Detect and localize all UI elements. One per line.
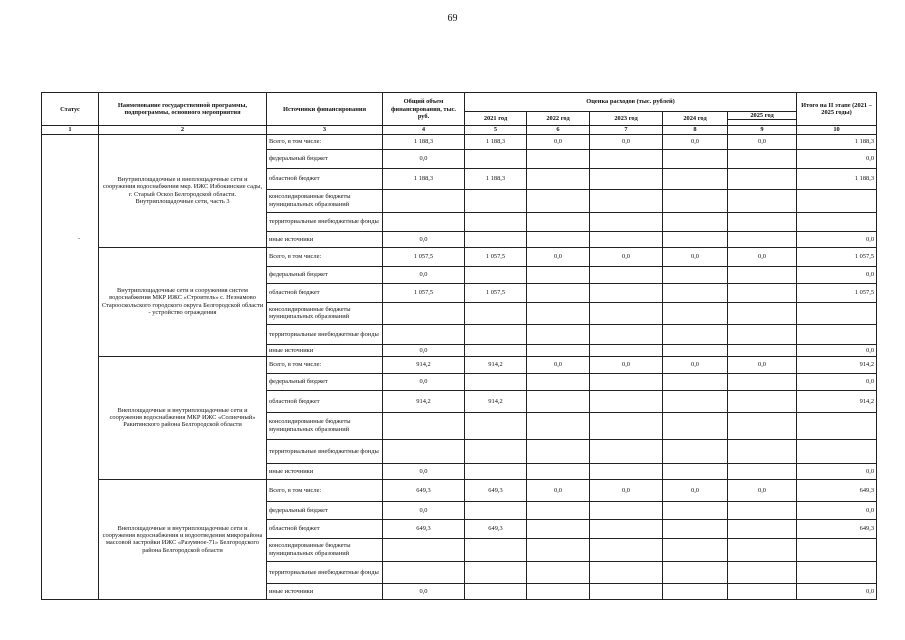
amount-cell — [797, 302, 877, 324]
amount-cell — [728, 168, 797, 189]
header-sources: Источники финансирования — [267, 93, 383, 126]
amount-cell: 0,0 — [527, 479, 590, 501]
amount-cell — [728, 324, 797, 344]
amount-cell — [465, 231, 527, 247]
amount-cell — [465, 212, 527, 231]
amount-cell — [465, 412, 527, 439]
amount-cell: 0,0 — [728, 356, 797, 373]
amount-cell — [663, 373, 728, 390]
funding-source: иные источники — [267, 344, 383, 356]
amount-cell — [383, 324, 465, 344]
amount-cell: 1 057,5 — [465, 283, 527, 302]
amount-cell: 649,3 — [383, 519, 465, 538]
header-year: 2023 год — [590, 112, 663, 126]
page-number: 69 — [447, 13, 458, 24]
amount-cell: 0,0 — [383, 266, 465, 283]
amount-cell — [797, 561, 877, 583]
funding-source: Всего, в том числе: — [267, 356, 383, 373]
header-year: 2025 год — [728, 112, 797, 120]
amount-cell — [728, 583, 797, 599]
amount-cell: 1 057,5 — [383, 247, 465, 266]
amount-cell — [663, 501, 728, 519]
amount-cell: 0,0 — [383, 463, 465, 479]
amount-cell — [728, 266, 797, 283]
amount-cell: 0,0 — [383, 373, 465, 390]
amount-cell: 0,0 — [797, 149, 877, 168]
funding-source: консолидированные бюджеты муниципальных образований — [267, 412, 383, 439]
table-row — [42, 356, 877, 373]
amount-cell: 649,3 — [383, 479, 465, 501]
amount-cell — [590, 212, 663, 231]
amount-cell: 0,0 — [797, 501, 877, 519]
amount-cell — [728, 519, 797, 538]
amount-cell — [527, 266, 590, 283]
amount-cell: 1 188,3 — [465, 134, 527, 149]
amount-cell — [728, 212, 797, 231]
column-number: 3 — [267, 126, 383, 134]
measure-name: Внеплощадочные и внутриплощадочные сети и сооружения водоснабжения МКР ИЖС «Солнечный» Ракитянского района Белгородской области — [99, 356, 267, 479]
amount-cell: 0,0 — [797, 583, 877, 599]
funding-source: областной бюджет — [267, 390, 383, 412]
amount-cell — [663, 283, 728, 302]
amount-cell — [663, 266, 728, 283]
amount-cell — [728, 231, 797, 247]
amount-cell: 914,2 — [465, 390, 527, 412]
amount-cell: 0,0 — [663, 247, 728, 266]
table-body — [42, 134, 877, 599]
amount-cell — [383, 412, 465, 439]
amount-cell — [728, 463, 797, 479]
amount-cell — [663, 324, 728, 344]
funding-source: территориальные внебюджетные фонды — [267, 439, 383, 463]
amount-cell: 0,0 — [663, 356, 728, 373]
amount-cell — [797, 189, 877, 212]
amount-cell — [663, 583, 728, 599]
amount-cell — [797, 212, 877, 231]
amount-cell: 1 057,5 — [465, 247, 527, 266]
amount-cell: 0,0 — [527, 134, 590, 149]
amount-cell — [465, 189, 527, 212]
amount-cell — [590, 519, 663, 538]
amount-cell — [728, 302, 797, 324]
amount-cell — [590, 231, 663, 247]
amount-cell — [527, 189, 590, 212]
amount-cell: 0,0 — [797, 344, 877, 356]
amount-cell — [465, 561, 527, 583]
column-number: 2 — [99, 126, 267, 134]
amount-cell — [663, 439, 728, 463]
amount-cell — [797, 324, 877, 344]
funding-source: Всего, в том числе: — [267, 479, 383, 501]
amount-cell: 0,0 — [383, 501, 465, 519]
amount-cell — [465, 266, 527, 283]
table-row — [42, 134, 877, 149]
amount-cell — [590, 266, 663, 283]
amount-cell — [663, 168, 728, 189]
amount-cell: 0,0 — [797, 373, 877, 390]
column-number: 4 — [383, 126, 465, 134]
amount-cell — [527, 501, 590, 519]
amount-cell — [527, 390, 590, 412]
amount-cell: 0,0 — [527, 247, 590, 266]
amount-cell: 914,2 — [383, 390, 465, 412]
column-number: 7 — [590, 126, 663, 134]
amount-cell: 1 188,3 — [465, 168, 527, 189]
amount-cell — [590, 149, 663, 168]
amount-cell: 0,0 — [590, 247, 663, 266]
amount-cell: 649,3 — [465, 519, 527, 538]
amount-cell — [728, 561, 797, 583]
amount-cell — [728, 149, 797, 168]
amount-cell: 0,0 — [527, 356, 590, 373]
column-number: 5 — [465, 126, 527, 134]
funding-source: федеральный бюджет — [267, 373, 383, 390]
amount-cell — [527, 168, 590, 189]
amount-cell — [663, 231, 728, 247]
amount-cell: 0,0 — [383, 149, 465, 168]
amount-cell — [797, 538, 877, 561]
amount-cell: 914,2 — [797, 356, 877, 373]
amount-cell — [527, 412, 590, 439]
amount-cell: 0,0 — [728, 479, 797, 501]
amount-cell — [797, 439, 877, 463]
amount-cell — [527, 373, 590, 390]
amount-cell: 649,3 — [797, 479, 877, 501]
amount-cell: 0,0 — [383, 344, 465, 356]
amount-cell: 0,0 — [797, 463, 877, 479]
amount-cell — [590, 501, 663, 519]
measure-name: Внутриплощадочные сети и сооружения систем водоснабжения МКР ИЖС «Строитель» с. Незнамово Старооскольского городского округа Белгородской области - устройство ограждения — [99, 247, 267, 356]
amount-cell — [663, 519, 728, 538]
amount-cell — [383, 561, 465, 583]
amount-cell — [728, 439, 797, 463]
amount-cell — [590, 324, 663, 344]
amount-cell — [590, 168, 663, 189]
amount-cell — [590, 302, 663, 324]
amount-cell: 0,0 — [797, 266, 877, 283]
amount-cell — [663, 390, 728, 412]
amount-cell — [465, 373, 527, 390]
column-number: 9 — [728, 126, 797, 134]
financing-table — [41, 92, 877, 600]
table-row — [42, 247, 877, 266]
amount-cell — [527, 283, 590, 302]
amount-cell — [663, 344, 728, 356]
amount-cell: 914,2 — [465, 356, 527, 373]
amount-cell — [527, 149, 590, 168]
amount-cell — [590, 463, 663, 479]
funding-source: федеральный бюджет — [267, 266, 383, 283]
amount-cell — [590, 344, 663, 356]
amount-cell — [465, 344, 527, 356]
amount-cell — [527, 439, 590, 463]
amount-cell: 0,0 — [797, 231, 877, 247]
amount-cell — [663, 463, 728, 479]
amount-cell: 0,0 — [663, 479, 728, 501]
amount-cell — [590, 412, 663, 439]
funding-source: консолидированные бюджеты муниципальных образований — [267, 302, 383, 324]
amount-cell: 649,3 — [797, 519, 877, 538]
amount-cell — [728, 390, 797, 412]
amount-cell: 1 188,3 — [383, 168, 465, 189]
funding-source: консолидированные бюджеты муниципальных образований — [267, 538, 383, 561]
amount-cell — [590, 583, 663, 599]
amount-cell — [728, 373, 797, 390]
amount-cell — [728, 501, 797, 519]
amount-cell — [663, 212, 728, 231]
amount-cell — [728, 538, 797, 561]
amount-cell — [465, 538, 527, 561]
header-year: 2022 год — [527, 112, 590, 126]
amount-cell — [728, 344, 797, 356]
amount-cell — [590, 373, 663, 390]
amount-cell — [383, 189, 465, 212]
column-number: 10 — [797, 126, 877, 134]
amount-cell: 649,3 — [465, 479, 527, 501]
amount-cell — [527, 463, 590, 479]
header-status: Статус — [42, 93, 99, 126]
funding-source: территориальные внебюджетные фонды — [267, 561, 383, 583]
funding-source: территориальные внебюджетные фонды — [267, 212, 383, 231]
amount-cell — [465, 149, 527, 168]
amount-cell: 0,0 — [590, 479, 663, 501]
amount-cell — [465, 501, 527, 519]
amount-cell: 1 188,3 — [797, 168, 877, 189]
amount-cell — [663, 302, 728, 324]
amount-cell — [527, 324, 590, 344]
amount-cell: 1 188,3 — [383, 134, 465, 149]
header-year: 2024 год — [663, 112, 728, 126]
column-number: 6 — [527, 126, 590, 134]
amount-cell: 914,2 — [797, 390, 877, 412]
amount-cell — [527, 302, 590, 324]
amount-cell — [663, 412, 728, 439]
funding-source: областной бюджет — [267, 168, 383, 189]
header-name: Наименование государственной программы, подпрограммы, основного мероприятия — [99, 93, 267, 126]
amount-cell — [728, 412, 797, 439]
amount-cell — [465, 583, 527, 599]
amount-cell — [663, 149, 728, 168]
amount-cell: 0,0 — [663, 134, 728, 149]
funding-source: федеральный бюджет — [267, 501, 383, 519]
funding-source: областной бюджет — [267, 519, 383, 538]
measure-name: Внеплощадочные и внутриплощадочные сети и сооружения водоснабжения и водоотведения микрорайона массовой застройки ИЖС «Разумное-71» Белгородского района Белгородской области — [99, 479, 267, 599]
status-cell — [42, 134, 99, 599]
amount-cell — [527, 231, 590, 247]
amount-cell — [383, 212, 465, 231]
amount-cell — [527, 519, 590, 538]
funding-source: иные источники — [267, 463, 383, 479]
amount-cell — [383, 302, 465, 324]
amount-cell — [590, 189, 663, 212]
amount-cell — [663, 189, 728, 212]
amount-cell — [663, 538, 728, 561]
table-row — [42, 479, 877, 501]
amount-cell — [728, 283, 797, 302]
funding-source: Всего, в том числе: — [267, 134, 383, 149]
amount-cell — [663, 561, 728, 583]
funding-source: Всего, в том числе: — [267, 247, 383, 266]
amount-cell: 0,0 — [383, 231, 465, 247]
amount-cell — [590, 538, 663, 561]
funding-source: федеральный бюджет — [267, 149, 383, 168]
header-total-volume: Общий объем финансирования, тыс. руб. — [383, 93, 465, 126]
amount-cell — [527, 561, 590, 583]
funding-source: иные источники — [267, 231, 383, 247]
column-number: 1 — [42, 126, 99, 134]
amount-cell — [465, 302, 527, 324]
amount-cell — [527, 212, 590, 231]
amount-cell — [797, 412, 877, 439]
funding-source: консолидированные бюджеты муниципальных образований — [267, 189, 383, 212]
amount-cell — [465, 324, 527, 344]
amount-cell — [590, 390, 663, 412]
amount-cell: 0,0 — [728, 247, 797, 266]
header-year: 2021 год — [465, 112, 527, 126]
amount-cell: 0,0 — [728, 134, 797, 149]
funding-source: территориальные внебюджетные фонды — [267, 324, 383, 344]
funding-source: иные источники — [267, 583, 383, 599]
amount-cell — [527, 538, 590, 561]
header-estimate: Оценка расходов (тыс. рублей) — [465, 93, 797, 112]
amount-cell: 1 057,5 — [797, 247, 877, 266]
amount-cell — [383, 439, 465, 463]
amount-cell: 914,2 — [383, 356, 465, 373]
amount-cell — [383, 538, 465, 561]
funding-source: областной бюджет — [267, 283, 383, 302]
column-number: 8 — [663, 126, 728, 134]
amount-cell: 1 057,5 — [383, 283, 465, 302]
amount-cell — [527, 344, 590, 356]
amount-cell — [590, 283, 663, 302]
amount-cell: 0,0 — [590, 134, 663, 149]
amount-cell — [465, 463, 527, 479]
amount-cell: 0,0 — [590, 356, 663, 373]
margin-mark: - — [78, 236, 80, 242]
amount-cell: 0,0 — [383, 583, 465, 599]
amount-cell — [590, 439, 663, 463]
amount-cell — [465, 439, 527, 463]
amount-cell: 1 188,3 — [797, 134, 877, 149]
measure-name: Внутриплощадочные и внеплощадочные сети и сооружения водоснабжения мкр. ИЖС Избокинские сады, г. Старый Оскол Белгородской области. Внутриплощадочные сети, часть 3 — [99, 134, 267, 247]
header-stage-total: Итого на II этапе (2021 – 2025 годы) — [797, 93, 877, 126]
amount-cell — [728, 189, 797, 212]
amount-cell — [527, 583, 590, 599]
amount-cell: 1 057,5 — [797, 283, 877, 302]
amount-cell — [590, 561, 663, 583]
